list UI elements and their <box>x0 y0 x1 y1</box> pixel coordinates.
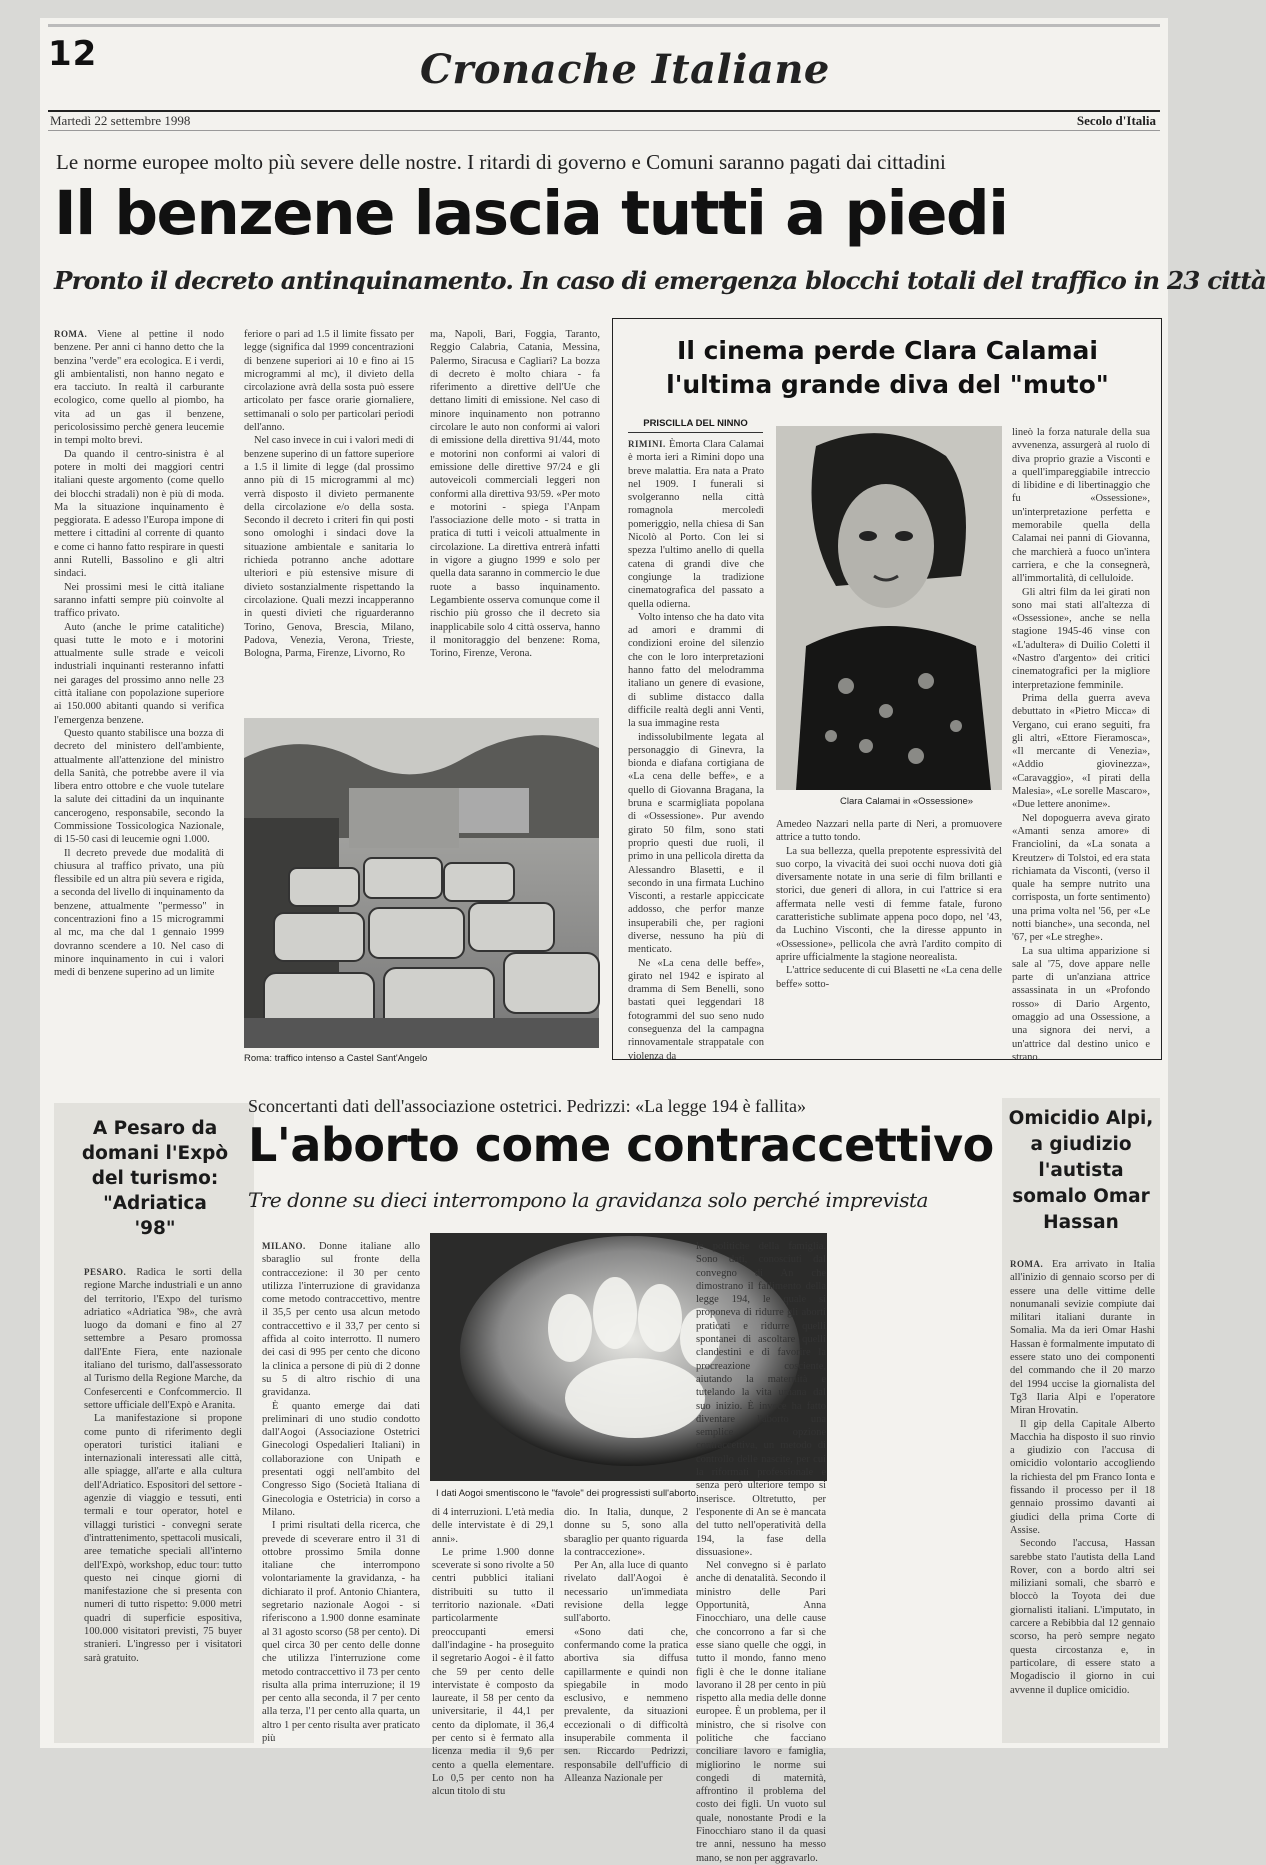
paragraph-text: È quanto emerge dai dati preliminari di uno studio condotto dall'Aogoi (Associazione Ostetrici Ginecologi Ospedalieri Italiani) in collaborazione con Unipath e presentati oggi nell'ambito del Congresso Sigo (Società Italiana di Ginecologia e Ostetricia) in corso a Milano. <box>262 1400 420 1518</box>
newspaper-page <box>40 18 1266 1864</box>
clara-headline-line2: l'ultima grande diva del "muto" <box>666 370 1109 399</box>
aborto-column-3 <box>564 1506 688 1784</box>
issue-date: Martedì 22 settembre 1998 <box>50 113 191 128</box>
paragraph-text: Auto (anche le prime catalitiche) quasi tutte le moto e i motorini attualmente sulle strade e veicoli industriali inquinanti resteranno infatti nei garages del prossimo anno nelle 23 città italiane con popolazione superiore ai 150.000 abitanti quando si verifica l'emergenza benzene. <box>54 621 224 726</box>
paragraph <box>54 621 224 727</box>
traffic-photo <box>244 718 599 1048</box>
paragraph-text: Volto intenso che ha dato vita ad amori e drammi di condizioni eroine del silenzio che con le loro interpretazioni hanno fatto del melodramma italiano un genere di evasione, di sublime distacco dalla difficile realtà degli anni Venti, la sua immagine resta <box>628 611 764 730</box>
lead-col1-content <box>54 328 224 980</box>
clara-portrait-graphic <box>776 426 1002 790</box>
paragraph <box>696 1559 826 1865</box>
paragraph-text: Le prime 1.900 donne sceverate si sono rivolte a 50 centri pubblici italiani distribuiti su tutto il territorio nazionale. «Dati particolarmente preoccupanti emersi dall'indagine - ha proseguito il segretario Aogoi - è il fatto che 59 per cento delle intervistate è composto da laureate, il 58 per cento da universitarie, il 44,1 per cento da diplomate, il 36,4 per cento si è fermato alla licenza media il 9,6 per cento a quella elementare. Lo 0,5 per cento non ha alcun titolo di stu <box>432 1546 554 1798</box>
paragraph-text: L'attrice seducente di cui Blasetti ne «La cena delle beffe» sotto- <box>776 965 1002 990</box>
paragraph <box>244 328 414 434</box>
paragraph <box>564 1506 688 1559</box>
paragraph <box>564 1626 688 1786</box>
paragraph <box>696 1240 826 1559</box>
paragraph <box>1010 1537 1155 1697</box>
dateline: ROMA. <box>54 329 98 339</box>
paragraph <box>776 818 1002 845</box>
dateline: MILANO. <box>262 1241 320 1251</box>
traffic-photo-caption: Roma: traffico intenso a Castel Sant'Angelo <box>244 1053 428 1064</box>
omicidio-headline: Omicidio Alpi, a giudizio l'autista somalo Omar Hassan <box>1008 1108 1154 1233</box>
paragraph <box>628 611 764 731</box>
paragraph-text: Per An, alla luce di quanto rivelato dall'Aogoi è necessario un'immediata revisione della legge sull'aborto. <box>564 1560 688 1625</box>
page-number: 12 <box>48 34 98 74</box>
dateline: PESARO. <box>84 1267 137 1277</box>
paragraph-text: La sua ultima apparizione si sale al '75, dove appare nelle parte di un'anziana attrice assassinata in un «Profondo rosso» di Dario Argento, omaggio ad una Ossessione, a una signora dei nervi, a un'attrice dal destino unico e strano. <box>1012 945 1150 1063</box>
paragraph <box>776 964 1002 991</box>
paragraph <box>628 438 764 611</box>
paragraph <box>776 845 1002 965</box>
paragraph-text: Il gip della Capitale Alberto Macchia ha disposto il suo rinvio a giudizio con l'accusa di omicidio volontario accogliendo la richiesta del pm Franco Ionta e fissando il processo per il 18 gennaio prossimo davanti ai giudici della prima Corte di Assise. <box>1010 1418 1155 1536</box>
paragraph <box>1012 812 1150 945</box>
paragraph <box>54 727 224 847</box>
paragraph-text: «Sono dati che, confermando come la pratica abortiva sia diffusa capillarmente e quindi non spiegabile in modo esclusivo, e nemmeno prevalente, da situazioni eccezionali o di difficoltà insuperabile commenta il sen. Riccardo Pedrizzi, responsabile dell'ufficio di Alleanza Nazionale per <box>564 1626 688 1784</box>
aborto-headline: L'aborto come contraccettivo <box>248 1118 994 1172</box>
paragraph-text: Radica le sorti della regione Marche industriali e un anno del territorio, l'Expo del turismo adriatico «Adriatica '98», che avrà luogo da domani e fino al 27 settembre a Pesaro promossa dall'Ente Fiera, ente nazionale italiano del turismo, dall'assessorato al Turismo della Regione Marche, da Confesercenti e Confcommercio. Il settore ufficiale dell'Expò e Aranita. <box>84 1267 242 1411</box>
paragraph-text: Prima della guerra aveva debuttato in «Pietro Micca» di Vergano, cui erano seguiti, fra gli altri, «Ettore Fieramosca», «Il mercante di Venezia», «Addio giovinezza», «Caravaggio», «I pirati della Malesia», «Le sorelle Mascaro», «Due lettere anonime». <box>1012 692 1150 811</box>
paragraph-text: Amedeo Nazzari nella parte di Neri, a promuovere attrice a tutto tondo. <box>776 819 1002 844</box>
paragraph-text: feriore o pari ad 1.5 il limite fissato per legge (significa dal 1999 concentrazioni di benzene superiori ai 10 e fino ai 15 microgrammi al mc), il divieto della circolazione avrà della sosta può essere articolato per fasce orarie giornaliere, settimanali o solo per particolari periodi dell'anno. <box>244 329 414 434</box>
paragraph <box>628 731 764 957</box>
paragraph <box>84 1266 242 1412</box>
paragraph <box>628 957 764 1063</box>
newspaper-name: Secolo d'Italia <box>1076 113 1156 128</box>
paragraph <box>564 1559 688 1625</box>
header-rule <box>48 110 1160 112</box>
lead-column-3 <box>430 328 600 706</box>
paragraph-text: Ne «La cena delle beffe», girato nel 1942 e ispirato al dramma di Sem Benelli, sono bastati quei leggendari 18 fotogrammi del suo seno nudo conseguenza del la campagna rinnovamentale strappatale con violenza da <box>628 957 764 1062</box>
lead-kicker: Le norme europee molto più severe delle nostre. I ritardi di governo e Comuni saranno pagati dai cittadini <box>56 150 946 174</box>
aborto-column-1 <box>262 1240 420 1745</box>
dateline: RIMINI. <box>628 439 670 449</box>
paragraph-text: Il decreto prevede due modalità di chiusura al traffico privato, una più flessibile ed un altra più severa e rigida, a seconda del livello di inquinamento da benzene, attualmente "permesso" in concentrazioni fino a 15 microgrammi al mc, ma che dal 1 gennaio 1999 dovranno scendere a 10. Nel caso di minore inquinamento in cui i valori medi di benzene superino ad un limite <box>54 847 224 979</box>
clara-column-1 <box>628 438 764 1062</box>
lead-column-2 <box>244 328 414 706</box>
lead-column-1 <box>54 328 224 1028</box>
paragraph <box>54 448 224 581</box>
clara-portrait-photo <box>776 426 1002 790</box>
paragraph-text: Questo quanto stabilisce una bozza di decreto del ministero dell'ambiente, attualmente all'attenzione del ministro della Sanità, che potrebbe avere il via libera entro ottobre e che vuole tutelare la salute dei cittadini da un inquinante cancerogeno, responsabile, secondo la Commissione Tossicologica Nazionale, di 15-50 casi di leucemie ogni 1.000. <box>54 727 224 846</box>
paragraph-text: Secondo l'accusa, Hassan sarebbe stato l'autista della Land Rover, con a bordo altri sei miliziani somali, che sbarrò e bloccò la Toyota dei due giornalisti italiani. L'imputato, in carcere a Rebibbia dal 12 gennaio scorso, ha però sempre negato questa circostanza e, in particolare, di essere stato a Mogadiscio il giorno in cui avvenne il duplice omicidio. <box>1010 1538 1155 1696</box>
paragraph-text: lineò la forza naturale della sua avvenenza, assurgerà al ruolo di diva proprio grazie a Visconti e a quell'impareggiabile intreccio di libidine e di libertinaggio che fu «Ossessione», un'interpretazione perfetta e memorabile quella della Calamai nei panni di Giovanna, che marchierà a fuoco un'intera carriera, e che la consegnerà, all'immortalità, di celluloide. <box>1012 427 1150 585</box>
aborto-column-2 <box>432 1506 554 1798</box>
paragraph-text: Gli altri film da lei girati non sono mai stati all'altezza di «Ossessione», anche se nella stagione 1945-46 vinse con «L'adultera» di Duilio Coletti il «Nastro d'argento» dei critici cinematografici per la migliore interpretazione femminile. <box>1012 586 1150 691</box>
section-title: Cronache Italiane <box>420 46 830 93</box>
aborto-photo-caption: I dati Aogoi smentiscono le "favole" dei progressisti sull'aborto <box>436 1488 696 1499</box>
paragraph-text: Nel dopoguerra aveva girato «Amanti senza amore» di Franciolini, da «La sonata a Kreutzer» di Tolstoi, ed era stata richiamata da Visconti, (verso il quale ha sempre nutrito una corrisposta, un forte sentimento) una prima volta nel '56, per «Le notti bianche», una seconda, nel '67, per «Le streghe». <box>1012 812 1150 944</box>
paragraph <box>1012 586 1150 692</box>
paragraph <box>430 328 600 660</box>
paragraph-text: Nel convegno si è parlato anche di denatalità. Secondo il ministro delle Pari Opportunità, Anna Finocchiaro, una delle cause che concorrono a far sì che esse siano quelle che oggi, in tutto il mondo, fanno meno figli è che le donne italiane lavorano il 28 per cento in più rispetto alla media delle donne europee. È un problema, per il ministro, che si risolve con politiche che facciano conciliare lavoro e famiglia, migliorino le norme sui congedi di maternità, affrontino il problema del costo dei figli. Un vuoto sul quale, nonostante Prodi e la Finocchiaro stano il da quasi tre anni, nessuno ha messo mano, se non per aggravarlo. <box>696 1560 826 1864</box>
paragraph-text: La manifestazione si propone come punto di riferimento degli operatori turistici italiani e internazionali interessati alle città, alle spiagge, all'arte e alla cultura dell'Adriatico. Espositori del settore - agenzie di viaggio e tessuti, enti termali e tour operator, hotel e villaggi turistici - convegni serate d'intrattenimento, spettacoli musicali, aree tematiche speciali all'interno dell'Expò, workshop, educ tour: tutto questo nei cinque giorni di manifestazione che si presenta con numeri di tutto rispetto: 9.000 metri quadri di superficie espositiva, 100.000 visitatori previsti, 75 buyer stranieri. L'ingresso per i visitatori sarà gratuito. <box>84 1413 242 1664</box>
paragraph <box>1010 1258 1155 1418</box>
clara-photo-caption: Clara Calamai in «Ossessione» <box>840 796 974 807</box>
paragraph <box>54 581 224 621</box>
traffic-photo-graphic <box>244 718 599 1048</box>
pesaro-body <box>84 1266 242 1738</box>
lead-headline: Il benzene lascia tutti a piedi <box>54 178 1008 249</box>
paragraph-text: indissolubilmente legata al personaggio di Ginevra, la bionda e diafana cortigiana de «La cena delle beffe», e a quello di Giovanna Bragana, la bruna e scarmigliata popolana di «Ossessione». Pur avendo girato 50 film, sono stati proprio questi due ruoli, il primo in una pellicola diretta da Alessandro Blasetti, e il secondo in una firmata Luchino Visconti, a restarle appiccicate addosso, che perfor manze insuperabili che, per ragioni diverse, nessuno ha più di menticato. <box>628 731 764 956</box>
paragraph-text: ma, Napoli, Bari, Foggia, Taranto, Reggio Calabria, Catania, Messina, Palermo, Siracusa e Cagliari? La bozza di decreto è molto chiara - fa riferimento a direttive dell'Ue che dettano limiti di emissione. Nel caso di minore inquinamento non potranno circolare le auto non conformi ai valori di emissione della direttiva 91/44, moto e motorini non conformi ai valori di emissione delle direttive 97/24 e gli autoveicoli commerciali leggeri non conformi alla direttiva 93/59. «Per moto e motorini - spiega l'Anpam l'associazione delle moto - si tratta in pratica di tutti i veicoli attualmente in circolazione. La direttiva entrerà infatti in vigore a giugno 1999 e solo per quella data saranno in commercio le due ruote a basso inquinamento. Legambiente osserva comunque come il rischio più grosso che il decreto sia inapplicabile solo 4 città osserva, hanno il monitoraggio del benzene: Roma, Torino, Firenze, Verona. <box>430 329 600 660</box>
paragraph <box>432 1506 554 1546</box>
paragraph <box>84 1412 242 1665</box>
paragraph <box>54 328 224 448</box>
clara-byline: PRISCILLA DEL NINNO <box>628 418 763 433</box>
paragraph-text: Da quando il centro-sinistra è al potere in molti dei maggiori centri italiani queste argomento (come quello dei blocchi stradali) non è più di moda. Ma la situazione inquinamento è peggiorata. E adesso l'Europa impone di mettere i cittadini al corrente di quanto e come ci hanno fatto respirare in questi anni Rutelli, Bassolino e gli altri sindaci. <box>54 448 224 580</box>
paragraph <box>1012 945 1150 1065</box>
paragraph-text: le politiche della famiglia. Sono dati, conosciuti dal convegno di An che dimostrano il fallimento della legge 194, le quale si proponeva di ridurre gli aborti praticati e ridurre quelli spontanei di ascoltare quelli clandestini e di favorire la procreazione cosciente, aiutando la maternità e tutelando la vita umana dal suo inizio. È invece ha fatto diventare l'aborto una semplice opzione contraccettiva, un metodo di controllo delle nascite, per cui la riformati professionale e senza però ulteriore tempo si inserisce. Oltretutto, per l'esponente di An se è mancata del tutto nell'operatività della 194, la fase della dissuasione». <box>696 1241 826 1558</box>
aborto-subheadline: Tre donne su dieci interrompono la gravidanza solo perché imprevista <box>248 1188 928 1212</box>
paragraph-text: Donne italiane allo sbaraglio sul fronte della contraccezione: il 30 per cento utilizza l'interruzione di gravidanza come metodo contraccettivo, mentre il 35,5 per cento usa alcun metodo contraccettivo e il 33,7 per cento si affida al coito interrotto. Il numero dei casi di 995 per cento che dicono la clinica a persone di più di 2 donne su 5 di altro rischio di una gravidanza. <box>262 1241 421 1399</box>
aborto-kicker: Sconcertanti dati dell'associazione ostetrici. Pedrizzi: «La legge 194 è fallita» <box>248 1096 807 1116</box>
dateline: ROMA. <box>1010 1259 1053 1269</box>
paragraph-text: Èmorta Clara Calamai è morta ieri a Rimini dopo una breve malattia. Era nata a Prato nel 1909. I funerali si svolgeranno nella città romagnola mercoledì pomeriggio, nella chiesa di San Nicolò al Porto. Con lei si spezza l'ultimo anello di quella catena di grandi dive che congiunge la tradizione cinematografica del passato a quella odierna. <box>628 439 764 610</box>
paragraph-text: La sua bellezza, quella prepotente espressività del suo corpo, la vivacità dei suoi occhi nuova doti già diversamente notate in una serie di film brillanti e storici, due generi di allora, in cui l'attrice si era affermata nelle vesti di femme fatale, furono caratteristiche sublimate appena poco dopo, nel '43, da Luchino Visconti, che la diresse appunto in «Ossessione», pellicola che avrà l'ardito compito di aprire ufficialmente la stagione neorealista. <box>776 845 1002 963</box>
paragraph-text: di 4 interruzioni. L'età media delle intervistate è di 29,1 anni». <box>432 1507 554 1545</box>
paragraph-text: Nei prossimi mesi le città italiane saranno infatti sempre più coinvolte al traffico privato. <box>54 581 224 620</box>
paragraph <box>262 1519 420 1745</box>
paragraph <box>1012 692 1150 812</box>
paragraph-text: I primi risultati della ricerca, che prevede di sceverare entro il 31 di ottobre prossimo 5mila donne italiane che interrompono volontariamente la gravidanza, - ha dichiarato il prof. Antonio Chiantera, segretario nazionale Aogoi - si riferiscono a 1.900 donne esaminate al 31 agosto scorso (58 per cento). Di quel circa 30 per cento delle donne che utilizza l'interruzione come metodo contraccettivo il 73 per cento risulta alla prima interruzione; il 19 per cento alla seconda, il 7 per cento alla terza, l'1 per cento alla quarta, un altro 1 per cento risulta aver praticato più <box>262 1520 420 1744</box>
top-rule <box>48 24 1160 27</box>
aborto-column-4 <box>696 1240 826 1864</box>
clara-headline-line1: Il cinema perde Clara Calamai <box>677 336 1098 365</box>
paragraph-text: Era arrivato in Italia all'inizio di gennaio scorso per di essere una delle vittime delle nonumanali sevizie compiute dai militari italiani durante in Somalia. Ma da ieri Omar Hashi Hassan è formalmente imputato di essere stato uno dei componenti del commando che il 20 marzo del 1994 uccise la giornalista del Tg3 Ilaria Alpi e l'operatore Miran Hrovatin. <box>1010 1259 1155 1417</box>
paragraph <box>1012 426 1150 586</box>
clara-column-2 <box>776 818 1002 1050</box>
pesaro-headline: A Pesaro da domani l'Expò del turismo: "Adriatica '98" <box>81 1118 229 1239</box>
paragraph <box>432 1546 554 1799</box>
header-rule-bottom <box>48 130 1160 131</box>
lead-subheadline: Pronto il decreto antinquinamento. In caso di emergenza blocchi totali del traffico in 23 città <box>54 266 1266 295</box>
paragraph-text: Viene al pettine il nodo benzene. Per anni ci hanno detto che la benzina "verde" era ecologica. E i verdi, gli ambientalisti, non hanno negato e era tacciuto. In realtà il carburante ecologico, come quello al piombo, ha vita ad un gas il benzene, pericolosissimo perchè genera leucemie in tempi molto brevi. <box>54 329 224 447</box>
paragraph-text: Nel caso invece in cui i valori medi di benzene superino di un fattore superiore a 1.5 il limite di legge (dal prossimo anno più di 15 microgrammi al mc) verrà disposto il divieto permanente della circolazione e/o della sosta. Secondo il decreto i criteri fin qui posti sono omologhi i sindaci dove la situazione ambientale e sanitaria lo richieda potranno anche adottare ulteriori e più estensive misure di divieto sostanzialmente rispettando la circolazione. Quali mezzi incapperanno in questi divieti che riguarderanno Torino, Genova, Brescia, Milano, Padova, Venezia, Verona, Trieste, Bologna, Parma, Firenze, Livorno, Ro <box>244 435 414 660</box>
paragraph <box>262 1400 420 1520</box>
paragraph <box>1010 1418 1155 1538</box>
paragraph <box>262 1240 420 1400</box>
paragraph <box>244 434 414 660</box>
paragraph-text: dio. In Italia, dunque, 2 donne su 5, sono alla sbaraglio per quanto riguarda la contraccezione». <box>564 1507 688 1558</box>
paragraph <box>54 847 224 980</box>
omicidio-body <box>1010 1258 1155 1738</box>
clara-column-3 <box>1012 426 1150 1063</box>
